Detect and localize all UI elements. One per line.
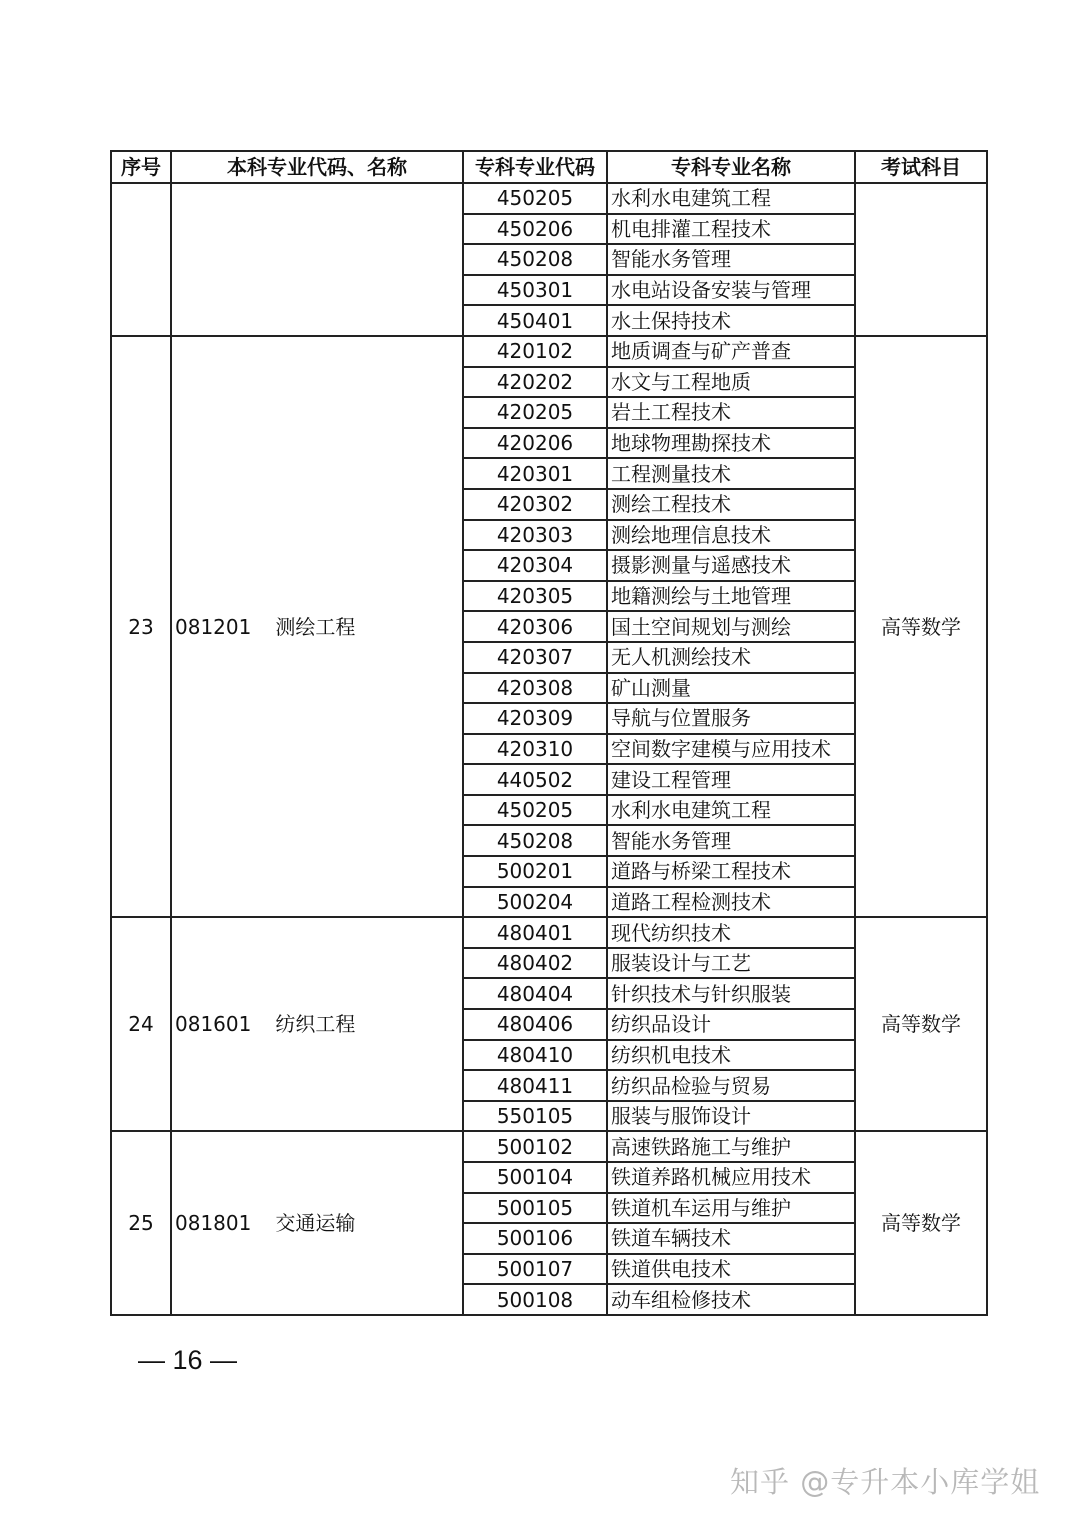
college-name-cell: 摄影测量与遥感技术 [607,550,855,581]
college-name-cell: 智能水务管理 [607,825,855,856]
bachelor-major-code: 081601 [175,1012,252,1037]
college-name-cell: 道路与桥梁工程技术 [607,856,855,887]
exam-subject-cell [855,183,987,336]
bachelor-major-name: 测绘工程 [275,614,356,639]
college-code-cell: 500204 [463,887,607,918]
college-code-cell: 450401 [463,305,607,336]
college-code-cell: 420102 [463,336,607,367]
college-name-cell: 纺织品设计 [607,1009,855,1040]
college-name-cell: 水电站设备安装与管理 [607,275,855,306]
college-code-cell: 420308 [463,673,607,704]
college-code-cell: 480410 [463,1040,607,1071]
header-bachelor-major: 本科专业代码、名称 [171,151,463,183]
college-code-cell: 500201 [463,856,607,887]
college-name-cell: 水土保持技术 [607,305,855,336]
table-row [111,336,987,367]
table-row [111,1131,987,1162]
college-code-cell: 450205 [463,795,607,826]
college-code-cell: 420301 [463,458,607,489]
college-code-cell: 480402 [463,948,607,979]
bachelor-major-code: 081801 [175,1211,252,1236]
seq-cell: 24 [111,917,171,1131]
college-name-cell: 国土空间规划与测绘 [607,611,855,642]
seq-cell: 23 [111,336,171,917]
college-code-cell: 500105 [463,1193,607,1224]
college-name-cell: 建设工程管理 [607,764,855,795]
college-name-cell: 纺织品检验与贸易 [607,1070,855,1101]
college-code-cell: 500107 [463,1254,607,1285]
college-code-cell: 420306 [463,611,607,642]
college-code-cell: 450205 [463,183,607,214]
college-name-cell: 铁道机车运用与维护 [607,1193,855,1224]
header-exam-subject: 考试科目 [855,151,987,183]
college-code-cell: 500108 [463,1284,607,1315]
college-code-cell: 420205 [463,397,607,428]
college-code-cell: 480406 [463,1009,607,1040]
table-row [111,183,987,214]
college-name-cell: 服装与服饰设计 [607,1101,855,1132]
table-row [111,917,987,948]
college-name-cell: 测绘地理信息技术 [607,520,855,551]
college-name-cell: 水利水电建筑工程 [607,183,855,214]
college-code-cell: 480411 [463,1070,607,1101]
college-name-cell: 空间数字建模与应用技术 [607,734,855,765]
exam-subject-cell: 高等数学 [855,1131,987,1315]
college-name-cell: 水文与工程地质 [607,367,855,398]
college-code-cell: 420305 [463,581,607,612]
exam-subject-cell: 高等数学 [855,336,987,917]
college-name-cell: 测绘工程技术 [607,489,855,520]
header-seq: 序号 [111,151,171,183]
college-code-cell: 420202 [463,367,607,398]
college-name-cell: 地质调查与矿产普查 [607,336,855,367]
college-code-cell: 450208 [463,825,607,856]
college-code-cell: 500106 [463,1223,607,1254]
college-code-cell: 450206 [463,214,607,245]
college-name-cell: 矿山测量 [607,673,855,704]
college-name-cell: 地球物理勘探技术 [607,428,855,459]
college-code-cell: 440502 [463,764,607,795]
college-code-cell: 420304 [463,550,607,581]
college-name-cell: 工程测量技术 [607,458,855,489]
college-code-cell: 450301 [463,275,607,306]
bachelor-major-cell [171,336,463,917]
college-name-cell: 纺织机电技术 [607,1040,855,1071]
bachelor-major-cell [171,183,463,336]
header-college-name: 专科专业名称 [607,151,855,183]
college-name-cell: 地籍测绘与土地管理 [607,581,855,612]
college-code-cell: 420303 [463,520,607,551]
college-code-cell: 420302 [463,489,607,520]
college-name-cell: 铁道养路机械应用技术 [607,1162,855,1193]
college-code-cell: 480401 [463,917,607,948]
college-name-cell: 机电排灌工程技术 [607,214,855,245]
majors-table [110,150,988,1316]
exam-subject-cell: 高等数学 [855,917,987,1131]
page-number: — 16 — [138,1345,238,1375]
college-name-cell: 现代纺织技术 [607,917,855,948]
college-name-cell: 岩土工程技术 [607,397,855,428]
college-name-cell: 动车组检修技术 [607,1284,855,1315]
college-name-cell: 铁道车辆技术 [607,1223,855,1254]
college-code-cell: 480404 [463,978,607,1009]
table-header-row [111,151,987,183]
college-name-cell: 无人机测绘技术 [607,642,855,673]
college-name-cell: 高速铁路施工与维护 [607,1131,855,1162]
college-code-cell: 500102 [463,1131,607,1162]
watermark: 知乎 @专升本小库学姐 [730,1465,1041,1499]
bachelor-major-name: 纺织工程 [275,1012,356,1037]
college-code-cell: 420310 [463,734,607,765]
bachelor-major-code: 081201 [175,614,252,639]
college-name-cell: 道路工程检测技术 [607,887,855,918]
college-name-cell: 服装设计与工艺 [607,948,855,979]
seq-cell [111,183,171,336]
college-code-cell: 420206 [463,428,607,459]
bachelor-major-cell [171,1131,463,1315]
college-name-cell: 铁道供电技术 [607,1254,855,1285]
seq-cell: 25 [111,1131,171,1315]
bachelor-major-name: 交通运输 [275,1211,356,1236]
college-name-cell: 智能水务管理 [607,244,855,275]
college-code-cell: 550105 [463,1101,607,1132]
college-code-cell: 450208 [463,244,607,275]
college-code-cell: 420307 [463,642,607,673]
college-name-cell: 针织技术与针织服装 [607,978,855,1009]
bachelor-major-cell [171,917,463,1131]
college-name-cell: 水利水电建筑工程 [607,795,855,826]
header-college-code: 专科专业代码 [463,151,607,183]
college-code-cell: 500104 [463,1162,607,1193]
college-code-cell: 420309 [463,703,607,734]
college-name-cell: 导航与位置服务 [607,703,855,734]
table-body [111,183,987,1315]
